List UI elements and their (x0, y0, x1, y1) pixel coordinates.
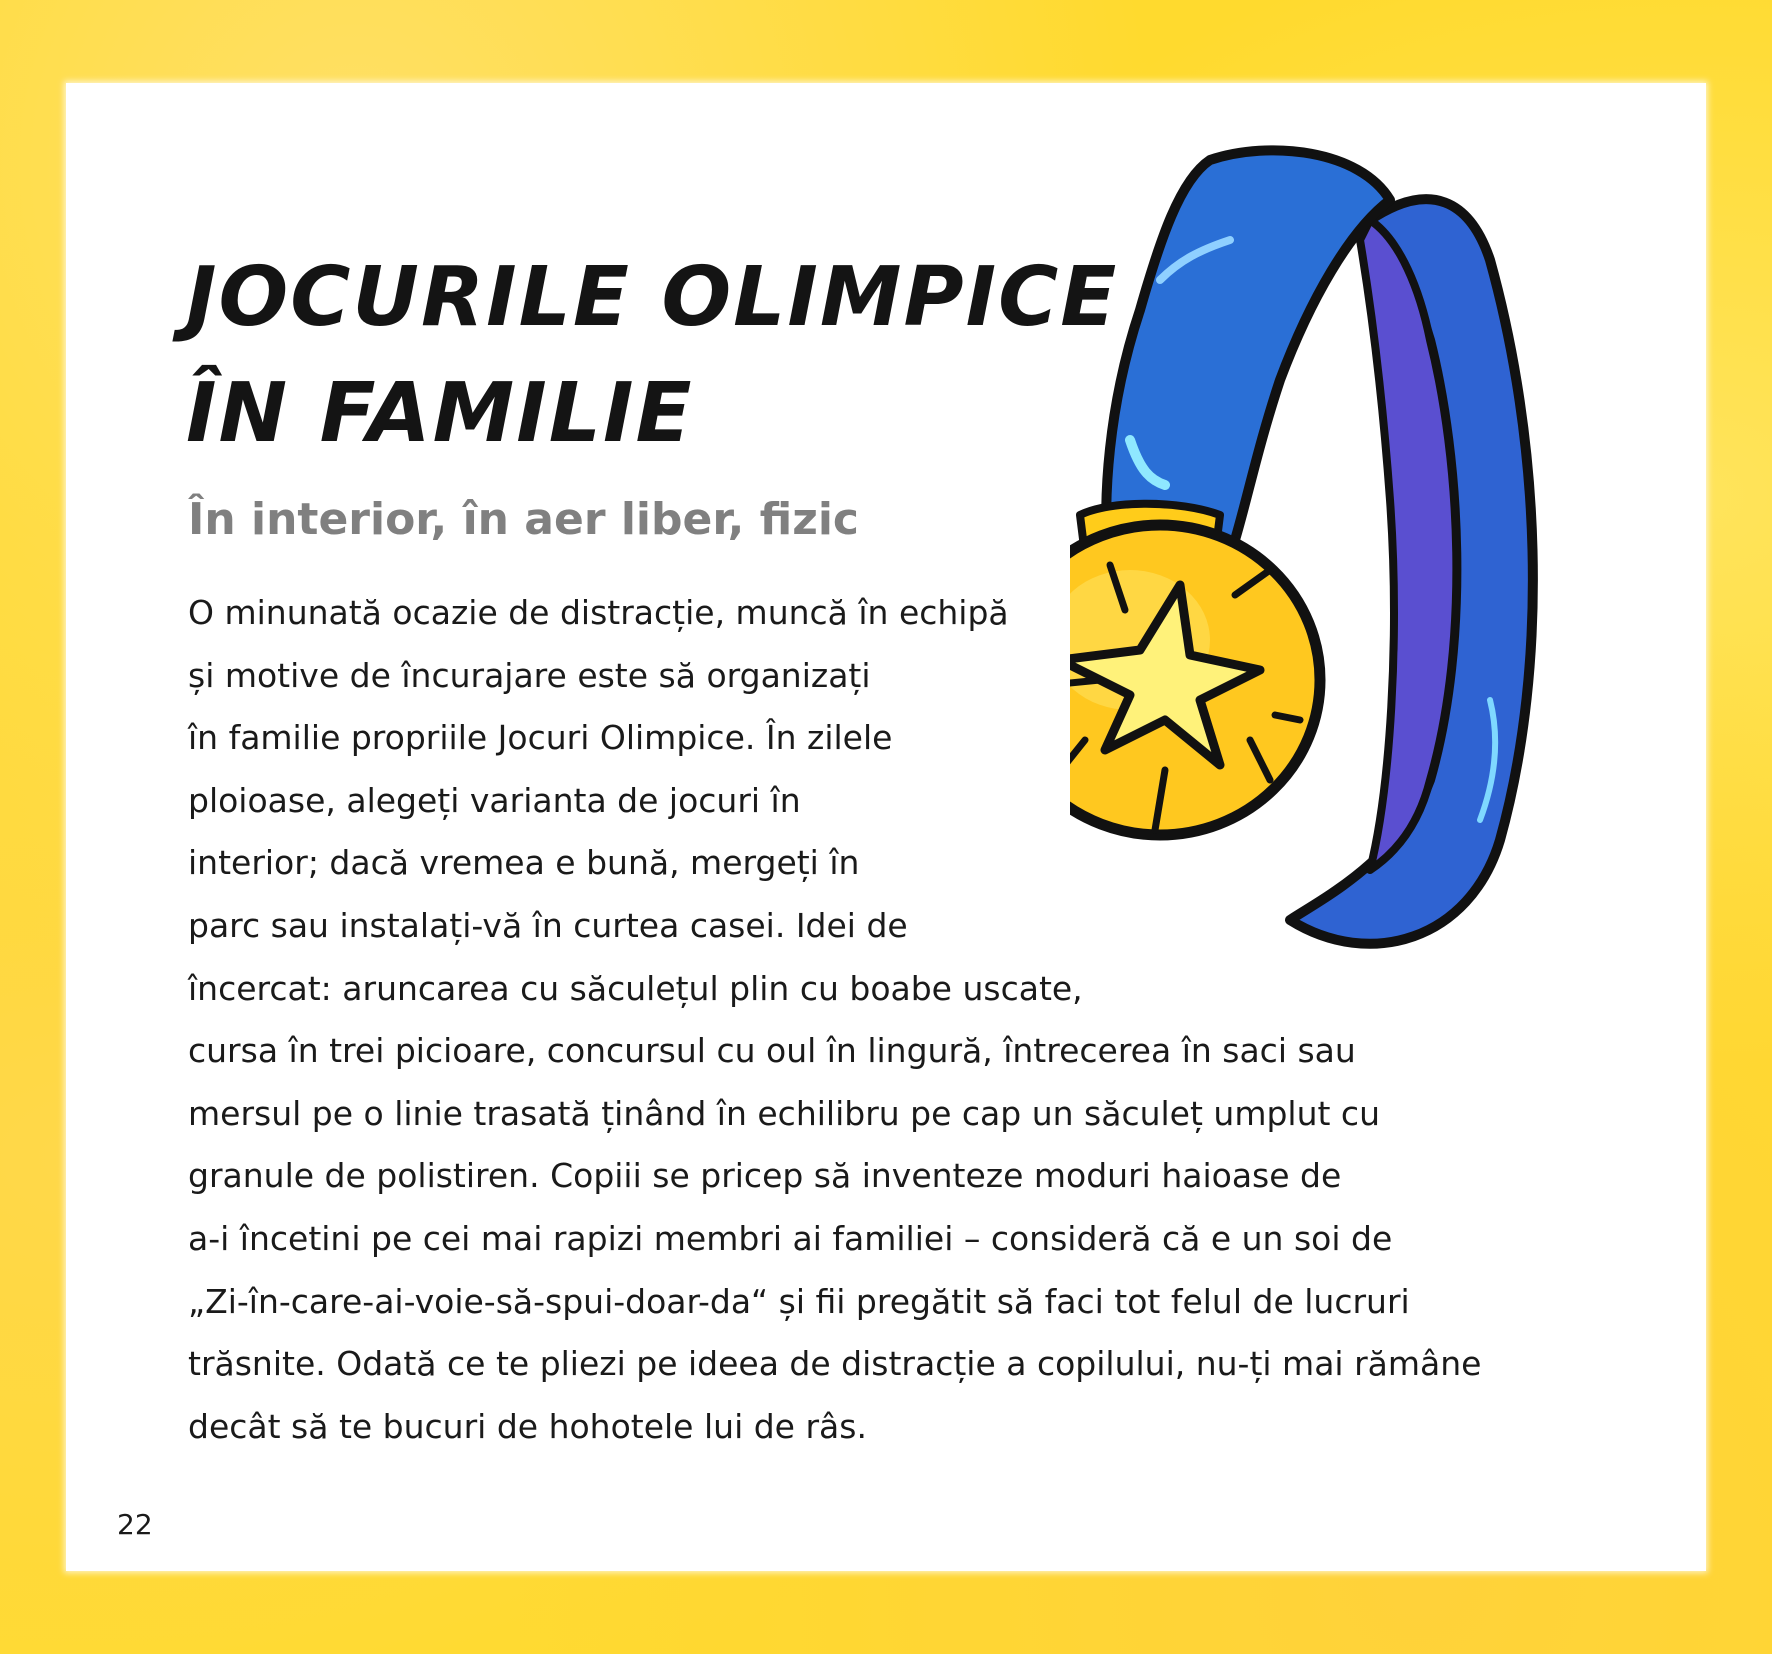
body-line: decât să te bucuri de hohotele lui de râs. (188, 1406, 867, 1446)
body-line: interior; dacă vremea e bună, mergeți în (188, 843, 860, 883)
body-line: a-i încetini pe cei mai rapizi membri ai familiei – consideră că e un soi de (188, 1218, 1393, 1258)
body-line: O minunată ocazie de distracție, muncă în echipă (188, 593, 1009, 632)
body-line: încercat: aruncarea cu săculețul plin cu boabe uscate, (188, 968, 1083, 1008)
body-line: mersul pe o linie trasată ținând în echilibru pe cap un săculeț umplut cu (188, 1093, 1380, 1133)
body-line: ploioase, alegeți varianta de jocuri în (188, 780, 801, 820)
body-line: trăsnite. Odată ce te pliezi pe ideea de distracție a copilului, nu-ți mai rămâne (188, 1344, 1482, 1384)
subtitle: În interior, în aer liber, fizic (188, 494, 859, 545)
medal-icon (1070, 140, 1670, 980)
body-line: și motive de încurajare este să organizați (188, 655, 871, 695)
title-line-1: JOCURILE OLIMPICE (186, 250, 1119, 345)
page-title (186, 240, 1118, 472)
body-line: cursa în trei picioare, concursul cu oul în lingură, întrecerea în saci sau (188, 1031, 1356, 1071)
page-number: 22 (117, 1508, 153, 1541)
title-line-2: ÎN FAMILIE (186, 366, 694, 461)
body-line: parc sau instalați-vă în curtea casei. Idei de (188, 905, 908, 945)
body-line: „Zi-în-care-ai-voie-să-spui-doar-da“ și fii pregătit să faci tot felul de lucruri (188, 1281, 1410, 1321)
body-line: în familie propriile Jocuri Olimpice. În zilele (188, 718, 893, 758)
body-line: granule de polistiren. Copiii se pricep să inventeze moduri haioase de (188, 1156, 1342, 1196)
